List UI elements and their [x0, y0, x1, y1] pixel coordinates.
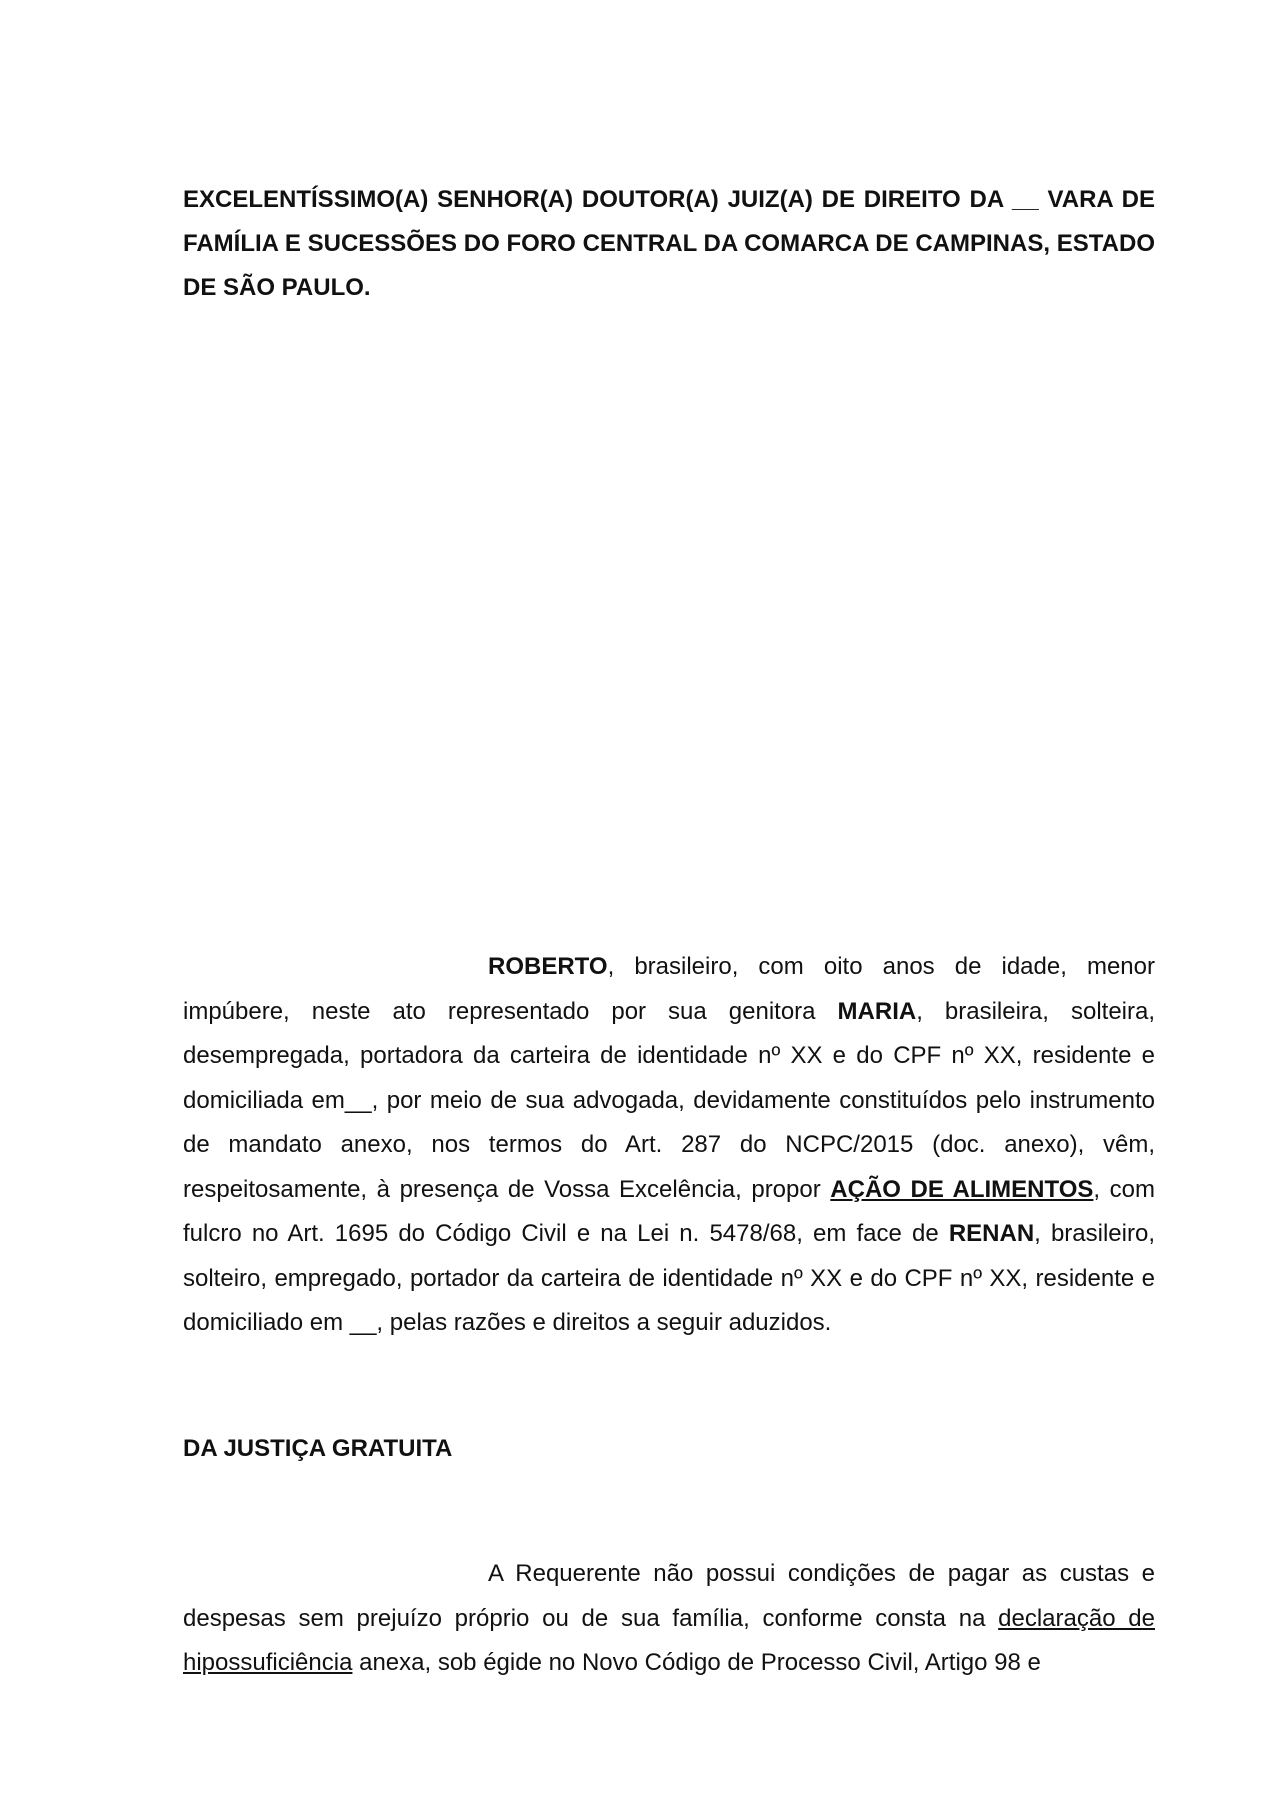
qualification-text-3: , com fulcro no Art. 1695 do Código Civil e na Lei n. 5478/68, em face de	[183, 1175, 1155, 1247]
qualification-text-4: , brasileiro, solteiro, empregado, portador da carteira de identidade nº XX e do CPF nº XX, residente e domiciliado em __, pelas razões e direitos a seguir aduzidos.	[183, 1220, 1155, 1336]
hipossuficiencia-declaration-reference: declaração de hipossuficiência	[183, 1604, 1155, 1676]
representative-name: MARIA	[837, 997, 917, 1025]
justice-text-1: A Requerente não possui condições de pagar as custas e despesas sem prejuízo próprio ou de sua família, conforme consta na	[183, 1560, 1155, 1632]
qualification-paragraph	[183, 945, 1155, 1346]
justice-text-2: anexa, sob égide no Novo Código de Processo Civil, Artigo 98 e	[352, 1649, 1041, 1676]
qualification-text-1: , brasileiro, com oito anos de idade, menor impúbere, neste ato representado por sua genitora	[183, 953, 1155, 1025]
action-title: AÇÃO DE ALIMENTOS	[830, 1175, 1094, 1203]
plaintiff-name: ROBERTO	[488, 953, 608, 980]
section-title-justica-gratuita: DA JUSTIÇA GRATUITA	[183, 1435, 453, 1462]
qualification-text-2: , brasileira, solteira, desempregada, portadora da carteira de identidade nº XX e do CPF nº XX, residente e domiciliada em__, por meio de sua advogada, devidamente constituídos pelo instrumento de mandato anexo, nos termos do Art. 287 do NCPC/2015 (doc. anexo), vêm, respeitosamente, à presença de Vossa Excelência, propor	[183, 997, 1155, 1203]
justice-paragraph	[183, 1552, 1155, 1686]
defendant-name: RENAN	[948, 1220, 1035, 1247]
addressing-heading: EXCELENTÍSSIMO(A) SENHOR(A) DOUTOR(A) JUIZ(A) DE DIREITO DA __ VARA DE FAMÍLIA E SUCESSÕES DO FORO CENTRAL DA COMARCA DE CAMPINAS, ESTADO DE SÃO PAULO.	[183, 186, 1155, 301]
